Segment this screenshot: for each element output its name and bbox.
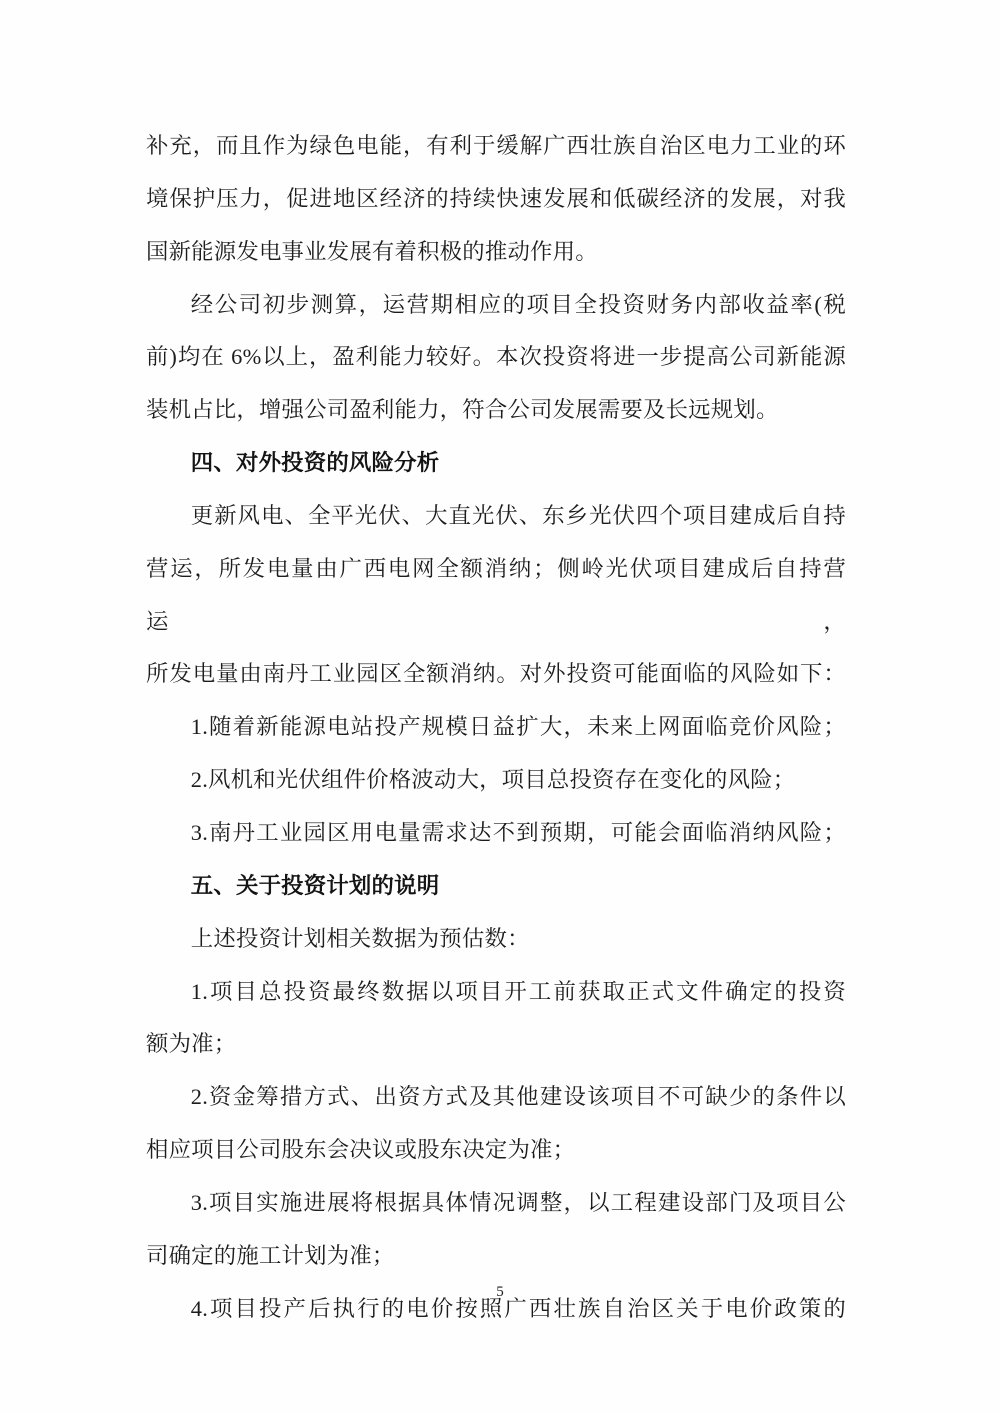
- text-line: 2.风机和光伏组件价格波动大，项目总投资存在变化的风险；: [190, 767, 796, 793]
- text-line: 装机占比，增强公司盈利能力，符合公司发展需要及长远规划。: [146, 397, 779, 423]
- text-line: 补充，而且作为绿色电能，有利于缓解广西壮族自治区电力工业的环: [146, 133, 846, 158]
- paragraph: [146, 490, 846, 701]
- section-heading: [146, 437, 846, 490]
- text-line: 3.项目实施进展将根据具体情况调整，以工程建设部门及项目公: [190, 1189, 846, 1215]
- section-heading: [146, 860, 846, 913]
- text-line: 3.南丹工业园区用电量需求达不到预期，可能会面临消纳风险；: [190, 819, 846, 845]
- heading-line: 四、对外投资的风险分析: [190, 450, 440, 476]
- text-line: 经公司初步测算，运营期相应的项目全投资财务内部收益率(税: [190, 291, 846, 317]
- paragraph: [146, 913, 846, 966]
- text-line: 额为准；: [146, 1031, 237, 1057]
- text-line: 营运，所发电量由广西电网全额消纳；侧岭光伏项目建成后自持营运，: [146, 555, 846, 634]
- text-line: 前)均在 6%以上，盈利能力较好。本次投资将进一步提高公司新能源: [146, 344, 846, 370]
- page-number: 5: [496, 1284, 504, 1300]
- paragraph: [146, 966, 846, 1072]
- text-line: 更新风电、全平光伏、大直光伏、东乡光伏四个项目建成后自持: [190, 502, 846, 528]
- document-content: [146, 120, 846, 1335]
- text-line: 所发电量由南丹工业园区全额消纳。对外投资可能面临的风险如下：: [146, 661, 846, 687]
- paragraph: [146, 807, 846, 860]
- paragraph: [146, 1177, 846, 1283]
- text-line: 境保护压力，促进地区经济的持续快速发展和低碳经济的发展，对我: [146, 185, 846, 211]
- text-line: 相应项目公司股东会决议或股东决定为准；: [146, 1137, 576, 1163]
- text-line: 1.随着新能源电站投产规模日益扩大，未来上网面临竞价风险；: [190, 714, 846, 740]
- text-line: 司确定的施工计划为准；: [146, 1242, 395, 1268]
- text-line: 1.项目总投资最终数据以项目开工前获取正式文件确定的投资: [190, 978, 846, 1004]
- paragraph: [146, 754, 846, 807]
- paragraph: [146, 120, 846, 279]
- text-line: 上述投资计划相关数据为预估数：: [190, 925, 530, 951]
- text-line: 2.资金筹措方式、出资方式及其他建设该项目不可缺少的条件以: [190, 1084, 846, 1110]
- paragraph: [146, 1071, 846, 1177]
- paragraph: [146, 701, 846, 754]
- text-line: 4.项目投产后执行的电价按照广西壮族自治区关于电价政策的: [190, 1295, 846, 1321]
- paragraph: [146, 279, 846, 438]
- text-line: 国新能源发电事业发展有着积极的推动作用。: [146, 238, 598, 264]
- heading-line: 五、关于投资计划的说明: [190, 872, 440, 898]
